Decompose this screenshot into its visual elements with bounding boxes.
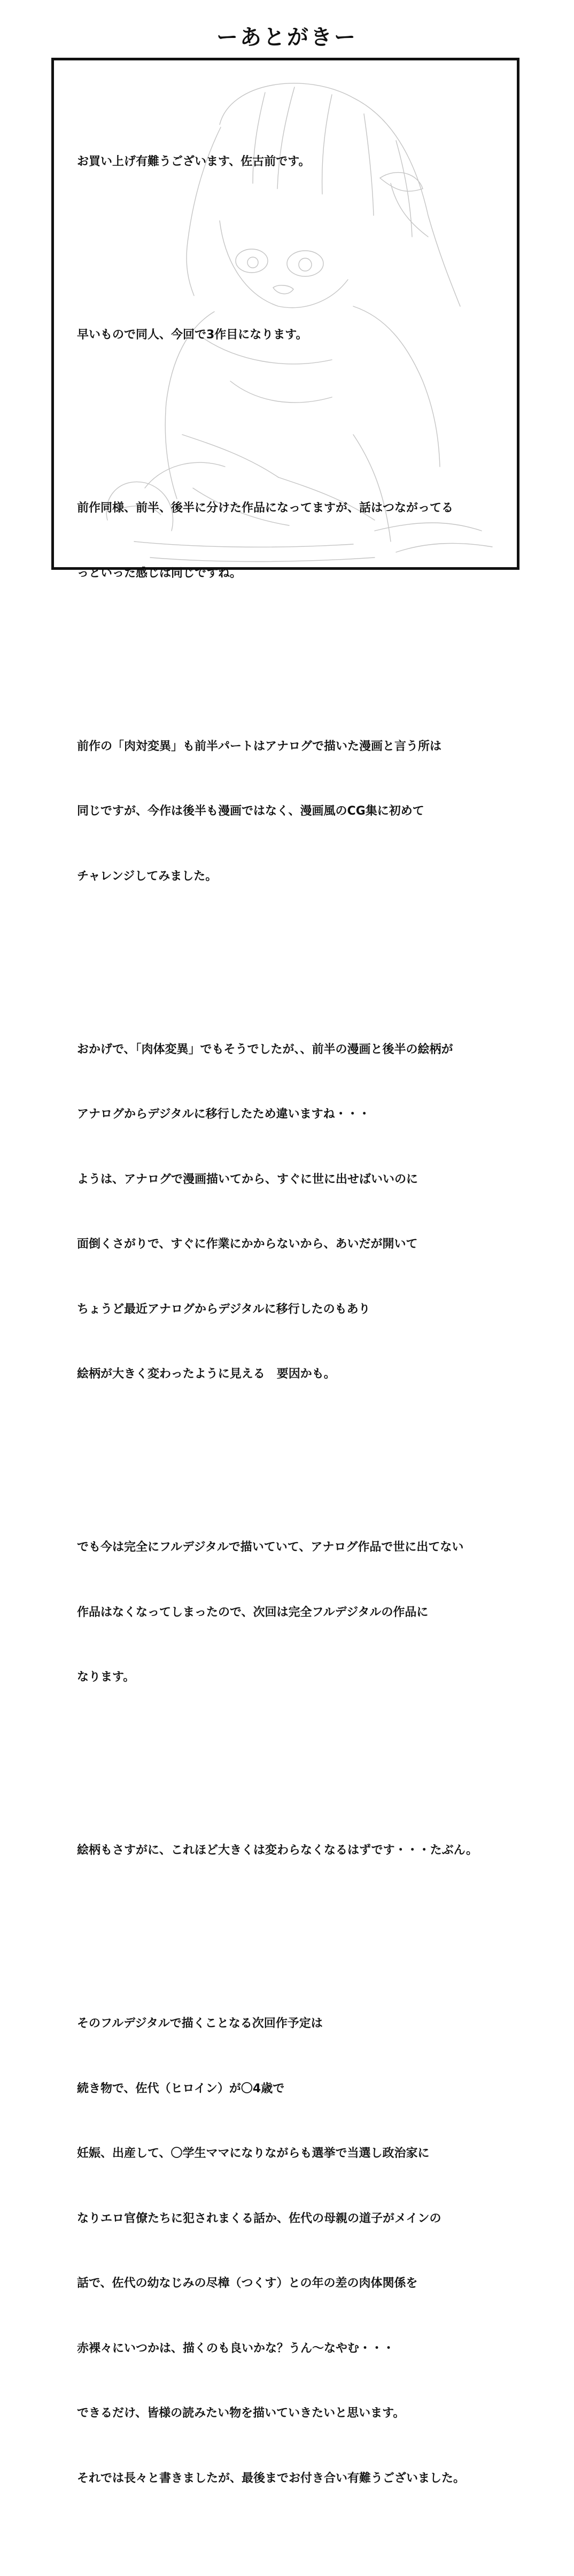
text-line: 話で、佐代の幼なじみの尽樟（つくす）との年の差の肉体関係を xyxy=(77,2277,418,2290)
text-line: でも今は完全にフルデジタルで描いていて、アナログ作品で世に出てない xyxy=(77,1541,464,1554)
text-line: おかげで、「肉体変異」でもそうでしたが、、前半の漫画と後半の絵柄が xyxy=(77,1042,453,1056)
paragraph xyxy=(77,281,515,390)
text-line: なりエロ官僚たちに犯されまくる話か、佐代の母親の道子がメインの xyxy=(77,2211,441,2225)
text-line: お買い上げ有難うございます、佐古前です。 xyxy=(77,155,311,168)
text-line: チャレンジしてみました。 xyxy=(77,869,218,883)
paragraph xyxy=(77,1970,515,2533)
text-line: ちょうど最近アナログからデジタルに移行したのもあり xyxy=(77,1302,370,1316)
text-line: 赤裸々にいつかは、描くのも良いかな？うん～なやむ・・・ xyxy=(77,2341,395,2355)
text-line: 前作同様、前半、後半に分けた作品になってますが、話はつながってる xyxy=(77,501,454,515)
paragraph xyxy=(77,996,515,1429)
afterword-frame xyxy=(51,58,519,2485)
paragraph xyxy=(77,1494,515,1732)
text-line: そのフルデジタルで描くことなる次回作予定は xyxy=(77,2017,323,2030)
text-line: 同じですが、今作は後半も漫画ではなく、漫画風のCG集に初めて xyxy=(77,804,424,818)
text-line: 続き物で、佐代（ヒロイン）が〇4歳で xyxy=(77,2082,285,2095)
text-line: 面倒くさがりで、すぐに作業にかからないから、あいだが開いて xyxy=(77,1237,418,1251)
text-line: 妊娠、出産して、〇学生ママになりながらも選挙で当選し政治家に xyxy=(77,2147,430,2160)
text-line: 絵柄が大きく変わったように見える 要因かも。 xyxy=(77,1367,336,1381)
paragraph xyxy=(77,454,515,628)
text-line: なります。 xyxy=(77,1670,135,1684)
page-title: ーあとがきー xyxy=(216,25,358,50)
text-line: 早いもので同人、今回で3作目になります。 xyxy=(77,328,308,342)
paragraph xyxy=(77,693,515,931)
paragraph xyxy=(77,108,515,216)
text-line: アナログからデジタルに移行したため違いますね・・・ xyxy=(77,1108,370,1121)
text-line: ようは、アナログで漫画描いてから、すぐに世に出せばいいのに xyxy=(77,1172,418,1186)
text-line: 絵柄もさすがに、これほど大きくは変わらなくなるはずです・・・たぶん。 xyxy=(77,1844,478,1857)
text-line: できるだけ、皆様の読みたい物を描いていきたいと思います。 xyxy=(77,2407,405,2420)
paragraph xyxy=(77,1797,515,1905)
text-line: それでは長々と書きましたが、最後までお付き合い有難うございました。 xyxy=(77,2471,466,2485)
text-line: っといった感じは同じですね。 xyxy=(77,566,242,580)
text-line: 前作の「肉対変異」も前半パートはアナログで描いた漫画と言う所は xyxy=(77,739,442,753)
text-line: 作品はなくなってしまったので、次回は完全フルデジタルの作品に xyxy=(77,1605,429,1619)
afterword-body xyxy=(77,65,515,2576)
